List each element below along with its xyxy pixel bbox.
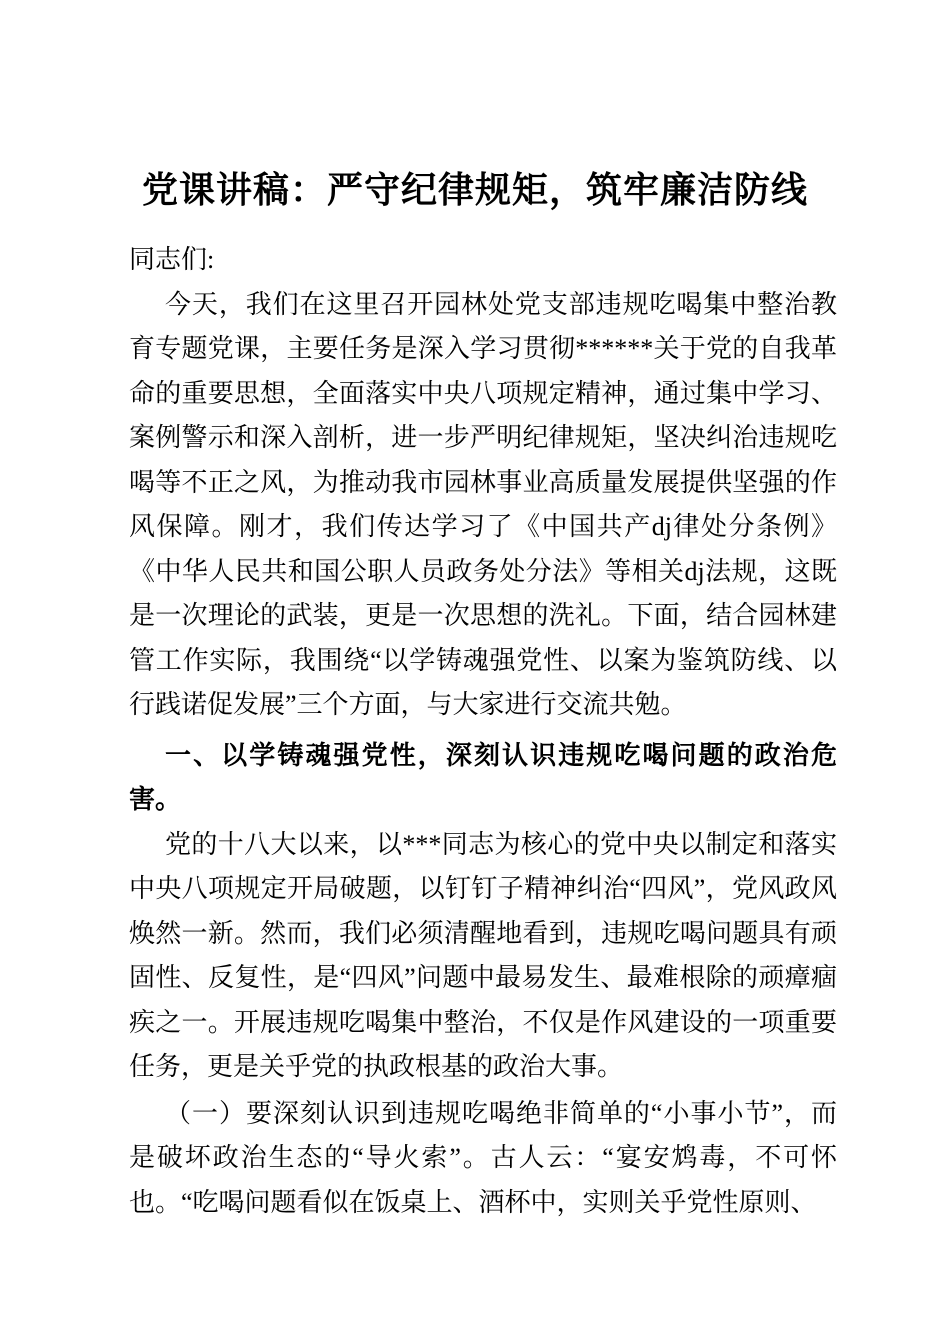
salutation: 同志们: [129, 245, 215, 274]
section-heading-1: 一、以学铸魂强党性，深刻认识违规吃喝问题的政治危害。 [129, 740, 837, 814]
document-title: 党课讲稿：严守纪律规矩，筑牢廉洁防线 [141, 170, 808, 210]
document-body [129, 238, 837, 1225]
paragraph-subpoint-1: （一）要深刻认识到违规吃喝绝非简单的“小事小节”，而是破坏政治生态的“导火索”。古人云：“宴安鸩毒，不可怀也。“吃喝问题看似在饭桌上、酒杯中，实则关乎党性原则、 [129, 1098, 837, 1217]
paragraph-intro: 今天，我们在这里召开园林处党支部违规吃喝集中整治教育专题党课，主要任务是深入学习贯彻******关于党的自我革命的重要思想，全面落实中央八项规定精神，通过集中学习、案例警示和深入剖析，进一步严明纪律规矩，坚决纠治违规吃喝等不正之风，为推动我市园林事业高质量发展提供坚强的作风保障。刚才，我们传达学习了《中国共产dj律处分条例》《中华人民共和国公职人员政务处分法》等相关dj法规，这既是一次理论的武装，更是一次思想的洗礼。下面，结合园林建管工作实际，我围绕“以学铸魂强党性、以案为鉴筑防线、以行践诺促发展”三个方面，与大家进行交流共勉。 [129, 289, 837, 719]
paragraph-section1-body: 党的十八大以来，以***同志为核心的党中央以制定和落实中央八项规定开局破题，以钉钉子精神纠治“四风”，党风政风焕然一新。然而，我们必须清醒地看到，违规吃喝问题具有顽固性、反复性，是“四风”问题中最易发生、最难根除的顽瘴痼疾之一。开展违规吃喝集中整治，不仅是作风建设的一项重要任务，更是关乎党的执政根基的政治大事。 [129, 829, 837, 1081]
